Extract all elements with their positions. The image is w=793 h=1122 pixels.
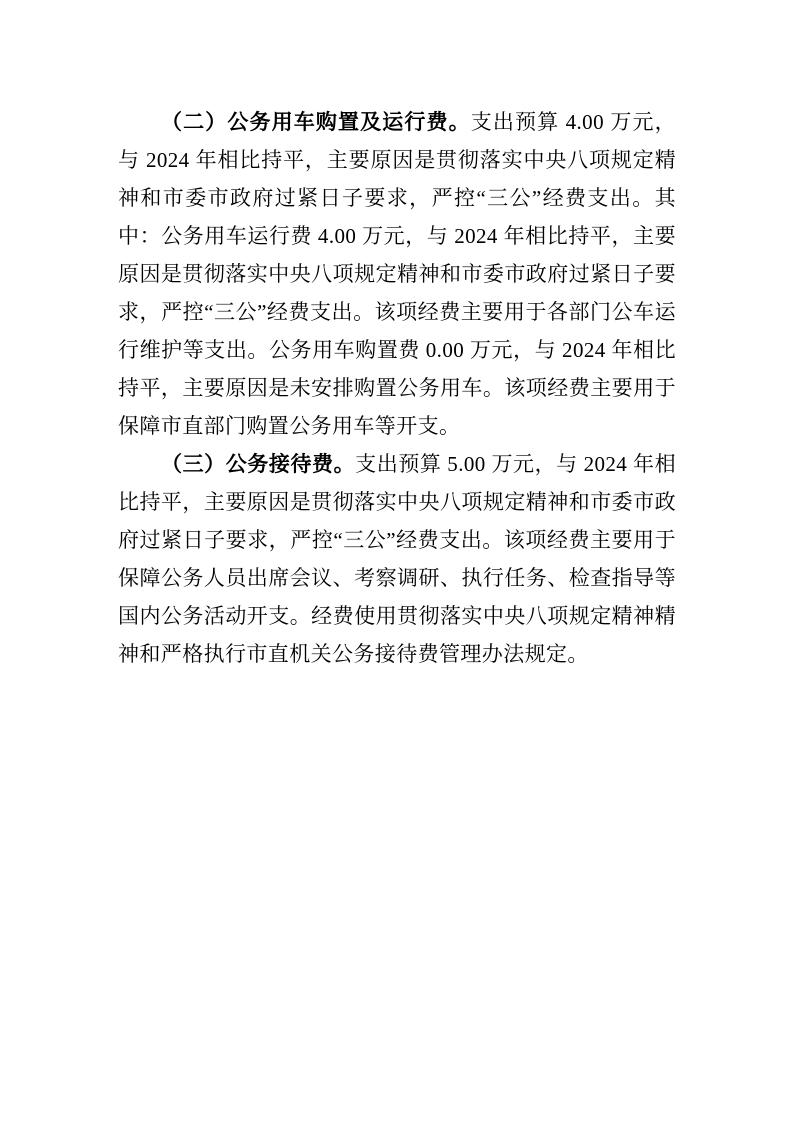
paragraph-vehicle-purchase-and-operation-fee bbox=[118, 103, 676, 445]
paragraph-heading-reception-fee: （三）公务接待费。 bbox=[161, 452, 356, 476]
paragraph-heading-vehicle-fee: （二）公务用车购置及运行费。 bbox=[161, 110, 471, 134]
paragraph-official-reception-fee bbox=[118, 445, 676, 673]
paragraph-body-reception-fee: 支出预算 5.00 万元，与 2024 年相比持平，主要原因是贯彻落实中央八项规定精神和市委市政府过紧日子要求，严控“三公”经费支出。该项经费主要用于保障公务人员出席会议、考察调研、执行任务、检查指导等国内公务活动开支。经费使用贯彻落实中央八项规定精神精神和严格执行市直机关公务接待费管理办法规定。 bbox=[118, 452, 676, 666]
paragraph-body-vehicle-fee: 支出预算 4.00 万元，与 2024 年相比持平，主要原因是贯彻落实中央八项规定精神和市委市政府过紧日子要求，严控“三公”经费支出。其中：公务用车运行费 4.00 万元，与 2024 年相比持平，主要原因是贯彻落实中央八项规定精神和市委市政府过紧日子要求，严控“三公”经费支出。该项经费主要用于各部门公车运行维护等支出。公务用车购置费 0.00 万元，与 2024 年相比持平，主要原因是未安排购置公务用车。该项经费主要用于保障市直部门购置公务用车等开支。 bbox=[118, 110, 676, 438]
